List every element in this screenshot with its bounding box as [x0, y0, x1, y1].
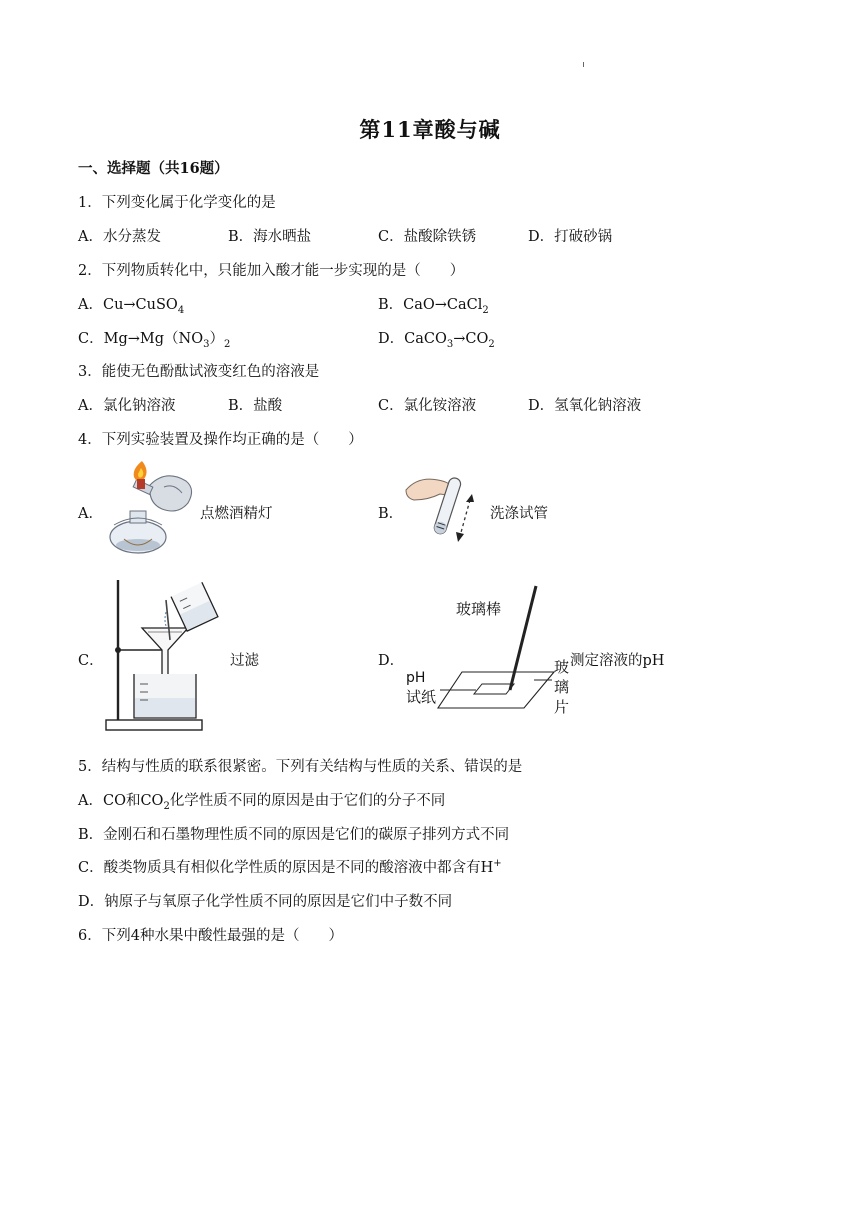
q4-option-c-letter: C．: [78, 653, 104, 669]
q1-option-c: C．盐酸除铁锈: [378, 229, 477, 245]
q1-option-a: A．水分蒸发: [78, 229, 161, 245]
q3-option-d: D．氢氧化钠溶液: [528, 398, 642, 414]
page-title: 第11章酸与碱: [359, 117, 501, 142]
test-paper-label: 试纸: [406, 688, 437, 706]
q2-option-c: C．$Mg\to Mg(NO_3)_2$: [78, 331, 231, 350]
q5-option-a: A．CO和$CO_2$化学性质不同的原因是由于它们的分子不同: [78, 793, 446, 812]
ph-test-image: [404, 580, 584, 720]
question-3-stem: 3．能使无色酚酞试液变红色的溶液是: [78, 364, 320, 380]
q5-option-c: C．酸类物质具有相似化学性质的原因是不同的酸溶液中都含有H+: [78, 858, 502, 876]
q4-option-d-letter: D．: [378, 653, 405, 669]
glass-plate-label-3: 片: [554, 698, 570, 716]
question-4-stem: 4．下列实验装置及操作均正确的是（ ）: [78, 432, 363, 448]
q5-option-b: B．金刚石和石墨物理性质不同的原因是它们的碳原子排列方式不同: [78, 827, 510, 843]
q1-option-d: D．打破砂锅: [528, 229, 613, 245]
q4-option-c-text: 过滤: [230, 653, 259, 669]
q5-option-d: D．钠原子与氧原子化学性质不同的原因是它们中子数不同: [78, 894, 453, 910]
q4-option-d-text: 测定溶液的pH: [570, 653, 665, 669]
q3-option-a: A．氯化钠溶液: [78, 398, 176, 414]
q4-option-a-text: 点燃酒精灯: [200, 506, 273, 522]
header-mark: [583, 62, 584, 67]
q3-option-b: B．盐酸: [228, 398, 283, 414]
question-6-stem: 6．下列4种水果中酸性最强的是（ ）: [78, 928, 343, 944]
q2-option-d: D．$CaCO_3\to CO_2$: [378, 331, 495, 350]
q4-option-b-text: 洗涤试管: [490, 506, 548, 522]
q1-option-b: B．海水晒盐: [228, 229, 312, 245]
q3-option-c: C．氯化铵溶液: [378, 398, 477, 414]
q2-option-b: B．CaO→CaCl$_2$: [378, 297, 489, 316]
q4-option-a-letter: A．: [78, 506, 103, 522]
alcohol-lamp-image: [104, 459, 200, 559]
question-1-stem: 1．下列变化属于化学变化的是: [78, 195, 276, 211]
q4-option-b-letter: B．: [378, 506, 404, 522]
glass-rod-label: 玻璃棒: [456, 600, 502, 618]
question-2-stem: 2．下列物质转化中，只能加入酸才能一步实现的是（ ）: [78, 263, 465, 279]
filtration-apparatus-image: [104, 580, 224, 732]
test-tube-washing-image: [404, 470, 484, 550]
question-5-stem: 5．结构与性质的联系很紧密。下列有关结构与性质的关系、错误的是: [78, 759, 523, 775]
glass-plate-label-2: 璃: [554, 678, 570, 696]
q2-option-a: A．Cu→CuSO$_4$: [78, 297, 185, 316]
ph-label: pH: [406, 670, 426, 686]
section-heading: 一、选择题（共16题）: [78, 160, 229, 177]
glass-plate-label-1: 玻: [554, 658, 570, 676]
